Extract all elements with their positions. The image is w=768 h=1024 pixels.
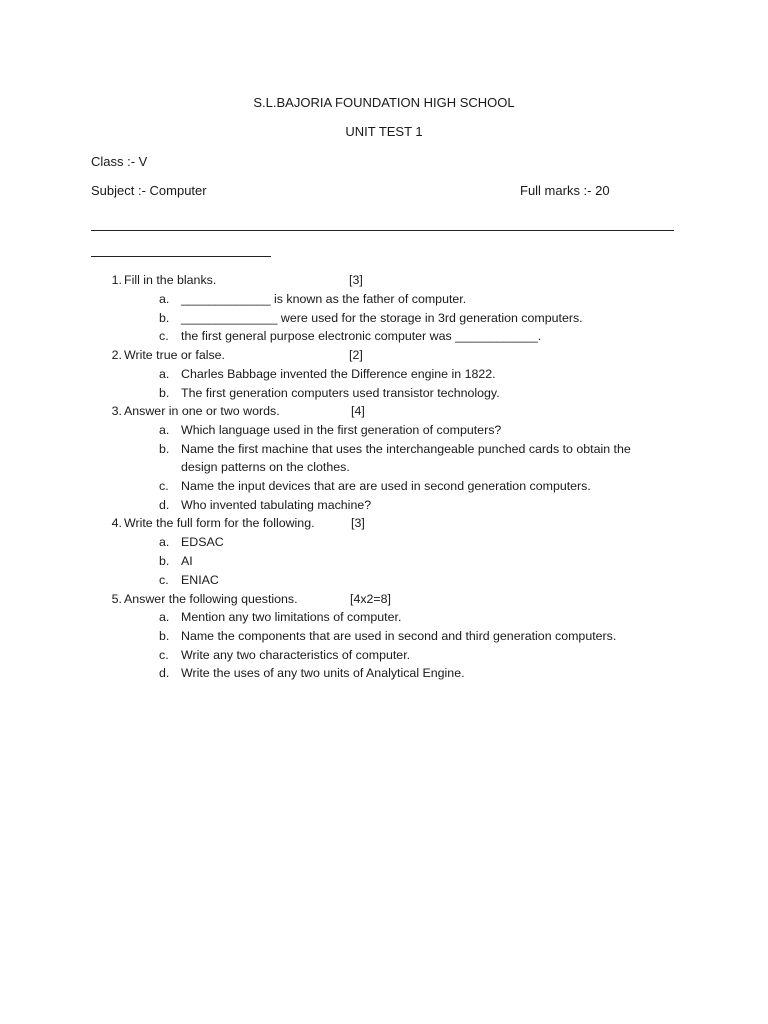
sub-text: Name the input devices that are are used in second generation computers.: [181, 479, 591, 493]
question-text: Write the full form for the following.: [124, 516, 315, 530]
divider-line: [91, 230, 674, 231]
question-text: Fill in the blanks.: [124, 273, 217, 287]
question-number: 2.: [111, 348, 122, 362]
question-number: 1.: [111, 273, 122, 287]
sub-text: Which language used in the first generation of computers?: [181, 423, 502, 437]
sub-letter: d.: [159, 666, 170, 680]
sub-letter: b.: [159, 311, 170, 325]
question-number: 5.: [111, 592, 122, 606]
sub-letter: a.: [159, 610, 170, 624]
full-marks: Full marks :- 20: [520, 183, 610, 198]
sub-text: Charles Babbage invented the Difference engine in 1822.: [181, 367, 496, 381]
question-number: 3.: [111, 404, 122, 418]
sub-letter: d.: [159, 498, 170, 512]
question-text: Answer in one or two words.: [124, 404, 280, 418]
question-marks: [4]: [351, 404, 365, 418]
sub-text: _____________ is known as the father of computer.: [181, 292, 467, 306]
question-text: Answer the following questions.: [124, 592, 298, 606]
sub-text: Mention any two limitations of computer.: [181, 610, 402, 624]
school-name: S.L.BAJORIA FOUNDATION HIGH SCHOOL: [253, 95, 515, 110]
sub-text: AI: [181, 554, 193, 568]
question-text: Write true or false.: [124, 348, 225, 362]
sub-letter: c.: [159, 329, 169, 343]
sub-letter: b.: [159, 629, 170, 643]
question-marks: [3]: [349, 273, 363, 287]
sub-letter: c.: [159, 648, 169, 662]
sub-text: Who invented tabulating machine?: [181, 498, 372, 512]
sub-letter: a.: [159, 292, 170, 306]
sub-letter: b.: [159, 554, 170, 568]
divider-line-short: [91, 256, 271, 257]
test-title: UNIT TEST 1: [345, 124, 423, 139]
question-marks: [2]: [349, 348, 363, 362]
sub-text: ENIAC: [181, 573, 219, 587]
sub-text: ______________ were used for the storage in 3rd generation computers.: [181, 311, 583, 325]
sub-text-continued: design patterns on the clothes.: [181, 460, 350, 474]
sub-text: the first general purpose electronic computer was ____________.: [181, 329, 542, 343]
question-marks: [3]: [351, 516, 365, 530]
sub-letter: a.: [159, 423, 170, 437]
sub-letter: c.: [159, 573, 169, 587]
sub-text: EDSAC: [181, 535, 224, 549]
sub-letter: b.: [159, 442, 170, 456]
subject-label: Subject :- Computer: [91, 183, 207, 198]
sub-text: Write any two characteristics of computer.: [181, 648, 411, 662]
sub-letter: b.: [159, 386, 170, 400]
sub-letter: a.: [159, 367, 170, 381]
sub-letter: c.: [159, 479, 169, 493]
sub-letter: a.: [159, 535, 170, 549]
sub-text: Write the uses of any two units of Analytical Engine.: [181, 666, 465, 680]
sub-text: Name the first machine that uses the interchangeable punched cards to obtain the: [181, 442, 631, 456]
question-number: 4.: [111, 516, 122, 530]
sub-text: The first generation computers used transistor technology.: [181, 386, 500, 400]
sub-text: Name the components that are used in second and third generation computers.: [181, 629, 617, 643]
class-label: Class :- V: [91, 154, 148, 169]
question-marks: [4x2=8]: [350, 592, 391, 606]
